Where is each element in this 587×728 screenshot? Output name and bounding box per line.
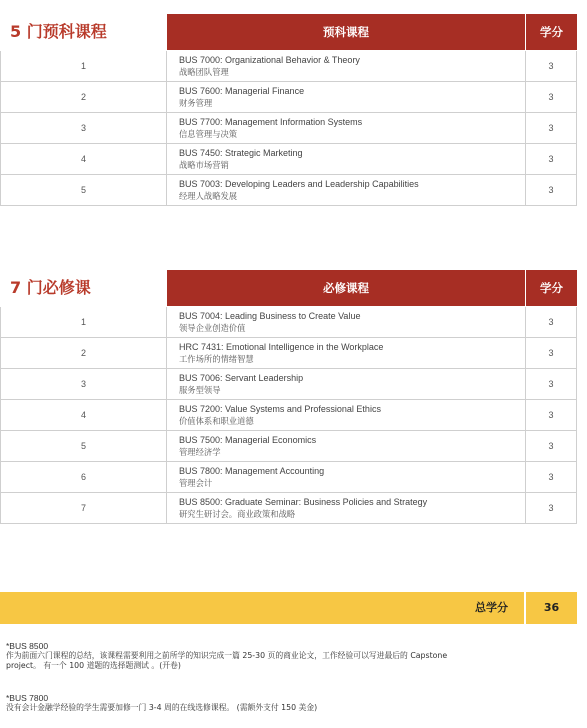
table-row [0,307,587,338]
course-name-en: BUS 7700: Management Information Systems [179,117,363,127]
course-name-cn: 信息管理与决策 [179,129,238,139]
course-name-en: HRC 7431: Emotional Intelligence in the Workplace [179,342,384,352]
course-name-cn: 战略团队管理 [179,67,229,77]
course-name-cn: 价值体系和职业道德 [179,416,254,426]
table-row [0,175,587,206]
row-number: 1 [0,51,167,82]
prereq-title: 5 门预科课程 [10,22,107,41]
total-credits-bar [0,592,577,624]
course-name-cn: 经理人战略发展 [179,191,238,201]
prereq-section [0,14,587,206]
course-cell [167,113,526,144]
prereq-credit-header: 学分 [526,14,577,50]
footnote-line: 作为前面六门课程的总结，该课程需要利用之前所学的知识完成一篇 25-30 页的商业论文，工作经验可以写进最后的 Capstone [6,651,448,660]
required-header-row [0,270,587,306]
prereq-course-header: 预科课程 [167,14,526,50]
table-row [0,400,587,431]
course-cell [167,400,526,431]
table-row [0,144,587,175]
course-credit: 3 [526,493,577,524]
course-name-en: BUS 8500: Graduate Seminar: Business Policies and Strategy [179,497,428,507]
prereq-header-row [0,14,587,50]
table-row [0,462,587,493]
table-row [0,51,587,82]
course-credit: 3 [526,144,577,175]
row-number: 4 [0,144,167,175]
course-name-en: BUS 7450: Strategic Marketing [179,148,303,158]
footnote-tag: *BUS 7800 [6,693,49,703]
table-row [0,369,587,400]
required-credit-header: 学分 [526,270,577,306]
total-credits-value: 36 [526,592,577,624]
course-name-cn: 管理经济学 [179,447,221,457]
course-credit: 3 [526,113,577,144]
row-number: 2 [0,338,167,369]
prereq-table-body [0,50,587,206]
course-credit: 3 [526,369,577,400]
course-cell [167,369,526,400]
course-name-en: BUS 7003: Developing Leaders and Leadership Capabilities [179,179,419,189]
course-cell [167,338,526,369]
course-cell [167,462,526,493]
row-number: 2 [0,82,167,113]
footnote-bus8500 [6,641,581,671]
course-name-cn: 财务管理 [179,98,213,108]
table-row [0,493,587,524]
course-name-cn: 服务型领导 [179,385,221,395]
footnote-bus7800 [6,693,581,713]
course-name-cn: 战略市场营销 [179,160,229,170]
course-name-cn: 研究生研讨会。商业政策和战略 [179,509,296,519]
course-name-cn: 领导企业创造价值 [179,323,246,333]
required-course-header: 必修课程 [167,270,526,306]
table-row [0,338,587,369]
course-credit: 3 [526,431,577,462]
footnote-line: 没有会计金融学经验的学生需要加修一门 3-4 周的在线选修课程。 (需额外支付 150 美金) [6,703,318,712]
course-name-en: BUS 7800: Management Accounting [179,466,325,476]
required-section [0,270,587,524]
table-row [0,113,587,144]
row-number: 5 [0,175,167,206]
course-name-en: BUS 7004: Leading Business to Create Value [179,311,361,321]
table-row [0,82,587,113]
course-cell [167,51,526,82]
course-credit: 3 [526,462,577,493]
course-name-cn: 工作场所的情绪智慧 [179,354,254,364]
course-name-en: BUS 7000: Organizational Behavior & Theory [179,55,360,65]
row-number: 7 [0,493,167,524]
row-number: 4 [0,400,167,431]
course-name-en: BUS 7200: Value Systems and Professional Ethics [179,404,381,414]
row-number: 6 [0,462,167,493]
course-credit: 3 [526,307,577,338]
course-credit: 3 [526,175,577,206]
row-number: 3 [0,369,167,400]
row-number: 3 [0,113,167,144]
course-cell [167,307,526,338]
course-cell [167,493,526,524]
course-credit: 3 [526,338,577,369]
course-name-en: BUS 7006: Servant Leadership [179,373,304,383]
total-credits-label: 总学分 [0,592,526,624]
table-row [0,431,587,462]
footnote-line: project。 有一个 100 道题的选择题测试 。(开卷) [6,661,181,670]
footnote-tag: *BUS 8500 [6,641,49,651]
course-cell [167,144,526,175]
row-number: 1 [0,307,167,338]
course-name-cn: 管理会计 [179,478,213,488]
course-cell [167,431,526,462]
course-name-en: BUS 7600: Managerial Finance [179,86,305,96]
required-title: 7 门必修课 [10,278,91,297]
course-cell [167,82,526,113]
course-name-en: BUS 7500: Managerial Economics [179,435,317,445]
required-table-body [0,306,587,524]
course-credit: 3 [526,51,577,82]
row-number: 5 [0,431,167,462]
course-cell [167,175,526,206]
course-credit: 3 [526,82,577,113]
course-credit: 3 [526,400,577,431]
